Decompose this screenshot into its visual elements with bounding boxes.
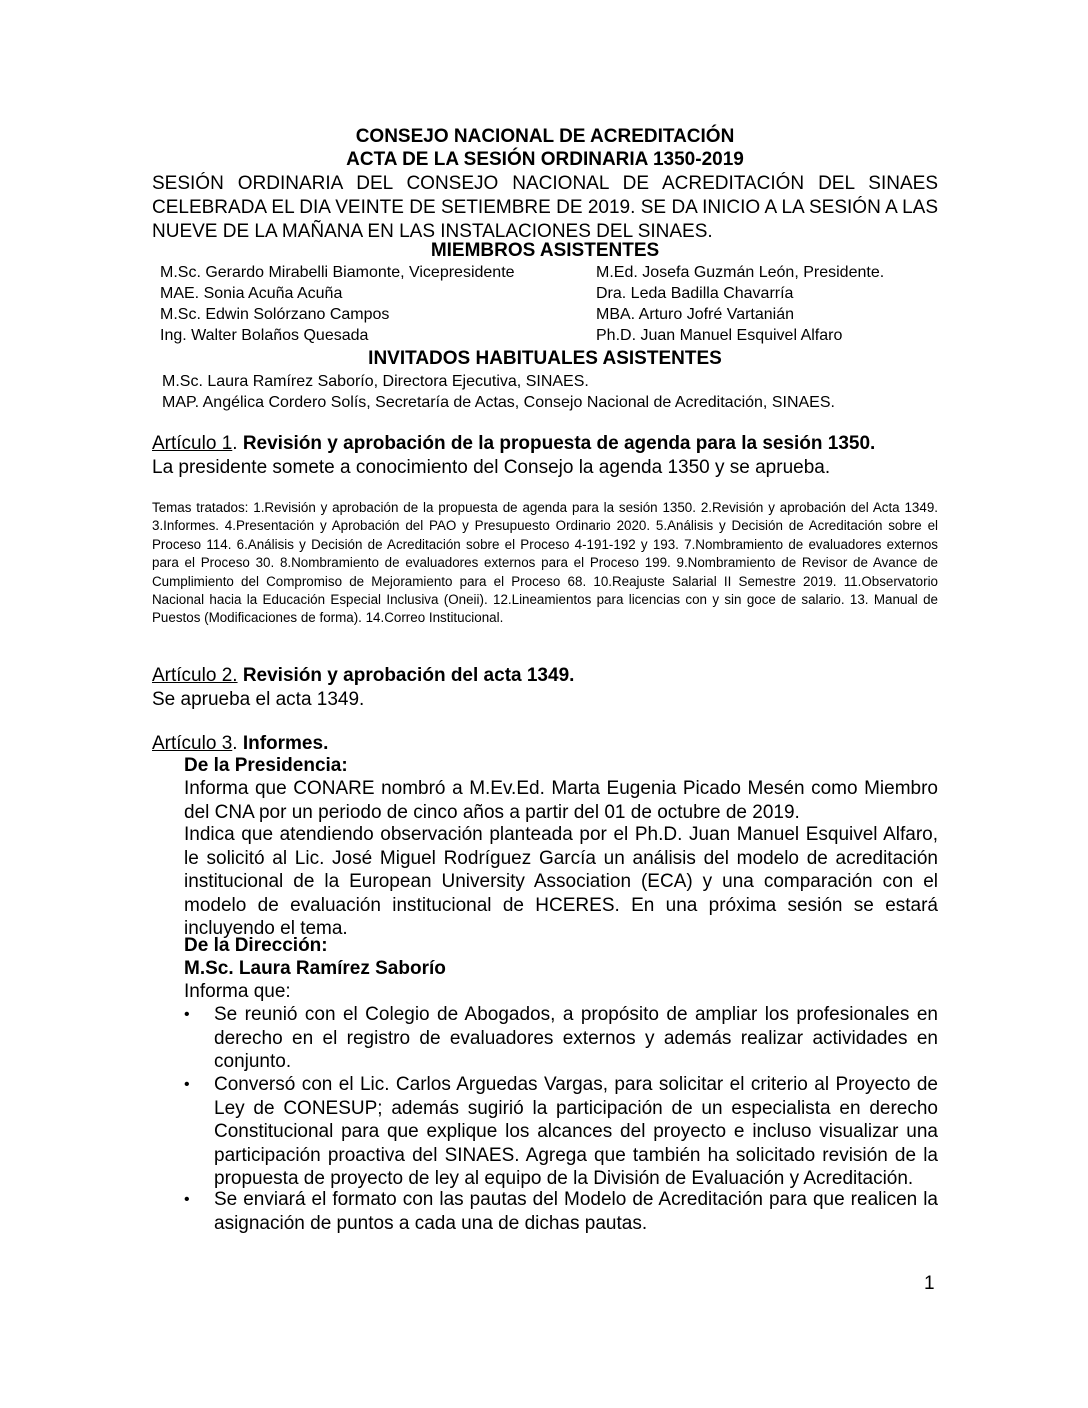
member-name: MBA. Arturo Jofré Vartanián <box>596 306 795 323</box>
guest-name: MAP. Angélica Cordero Solís, Secretaría de Actas, Consejo Nacional de Acreditación, SINAES. <box>162 394 835 411</box>
members-list <box>160 262 940 346</box>
members-row <box>160 325 940 346</box>
director-name: M.Sc. Laura Ramírez Saborío <box>184 958 446 979</box>
article-1-text: La presidente somete a conocimiento del Consejo la agenda 1350 y se aprueba. <box>152 457 831 478</box>
member-name: MAE. Sonia Acuña Acuña <box>160 285 343 302</box>
member-name: M.Sc. Gerardo Mirabelli Biamonte, Vicepresidente <box>160 264 515 281</box>
direction-heading: De la Dirección: <box>184 935 328 956</box>
bullet-icon: • <box>184 1006 190 1023</box>
members-row <box>160 304 940 325</box>
members-heading: MIEMBROS ASISTENTES <box>430 240 660 261</box>
bullet-text: Se enviará el formato con las pautas del Modelo de Acreditación para que realicen la asignación de puntos a cada una de dichas pautas. <box>214 1189 938 1234</box>
guests-list <box>162 371 835 413</box>
topics-summary: Temas tratados: 1.Revisión y aprobación de la propuesta de agenda para la sesión 1350. 2.Revisión y aprobación del Acta 1349. 3.Informes. 4.Presentación y Aprobación del PAO y Presupuesto Ordinario 2020. 5.Análisis y Decisión de Acreditación sobre el Proceso 114. 6.Análisis y Decisión de Acreditación sobre el Proceso 4-191-192 y 193. 7.Nombramiento de evaluadores externos para el Proceso 30. 8.Nombramiento de evaluadores externos para el Proceso 199. 9.Nombramiento de Revisor de Avance de Cumplimiento del Compromiso de Mejoramiento para el Proceso 68. 10.Reajuste Salarial II Semestre 2019. 11.Observatorio Nacional hacia la Educación Especial Inclusiva (Oneii). 12.Lineamientos para licencias con y sin goce de salario. 13. Manual de Puestos (Modificaciones de forma). 14.Correo Institucional. <box>152 500 938 626</box>
member-name: Dra. Leda Badilla Chavarría <box>596 285 794 302</box>
bullet-icon: • <box>184 1191 190 1208</box>
article-2-title: Revisión y aprobación del acta 1349. <box>242 665 575 686</box>
session-title: ACTA DE LA SESIÓN ORDINARIA 1350-2019 <box>346 149 744 170</box>
page-number: 1 <box>924 1273 935 1294</box>
informs-label: Informa que: <box>184 981 291 1002</box>
bullet-icon: • <box>184 1076 190 1093</box>
bullet-text: Se reunió con el Colegio de Abogados, a propósito de ampliar los profesionales en derecho en el registro de evaluadores externos y además realizar actividades en conjunto. <box>214 1004 938 1072</box>
article-1-title: Revisión y aprobación de la propuesta de agenda para la sesión 1350. <box>242 433 876 454</box>
article-1: Artículo 1. Revisión y aprobación de la propuesta de agenda para la sesión 1350. La presidente somete a conocimiento del Consejo la agenda 1350 y se aprueba. <box>152 432 938 480</box>
article-2 <box>152 664 938 712</box>
article-3-title: Informes. <box>242 733 329 754</box>
presidency-paragraph-2: Indica que atendiendo observación planteada por el Ph.D. Juan Manuel Esquivel Alfaro, le solicitó al Lic. José Miguel Rodríguez García un análisis del modelo de acreditación institucional de la European University Association (ECA) y una comparación con el modelo de evaluación institucional de HCERES. En una próxima sesión se estará incluyendo el tema. <box>184 824 938 939</box>
presidency-paragraph-1: Informa que CONARE nombró a M.Ev.Ed. Marta Eugenia Picado Mesén como Miembro del CNA por un periodo de cinco años a partir del 01 de octubre de 2019. <box>184 778 938 823</box>
article-1-label: Artículo 1 <box>152 433 233 454</box>
member-name: M.Sc. Edwin Solórzano Campos <box>160 306 390 323</box>
member-name: M.Ed. Josefa Guzmán León, Presidente. <box>596 264 885 281</box>
session-intro: SESIÓN ORDINARIA DEL CONSEJO NACIONAL DE ACREDITACIÓN DEL SINAES CELEBRADA EL DIA VEINTE DE SETIEMBRE DE 2019. SE DA INICIO A LA SESIÓN A LAS NUEVE DE LA MAÑANA EN LAS INSTALACIONES DEL SINAES. <box>152 173 938 242</box>
member-name: Ph.D. Juan Manuel Esquivel Alfaro <box>596 327 843 344</box>
presidency-heading: De la Presidencia: <box>184 755 348 776</box>
article-2-label: Artículo 2. <box>152 665 238 686</box>
members-row <box>160 283 940 304</box>
council-title: CONSEJO NACIONAL DE ACREDITACIÓN <box>355 126 735 147</box>
bullet-text: Conversó con el Lic. Carlos Arguedas Vargas, para solicitar el criterio al Proyecto de Ley de CONESUP; además sugirió la participación de un especialista en derecho Constitucional para que explique los alcances del proyecto e incluso visualizar una participación proactiva del SINAES. Agrega que también ha solicitado revisión de la propuesta de proyecto de ley al equipo de la División de Evaluación y Acreditación. <box>214 1074 938 1189</box>
member-name: Ing. Walter Bolaños Quesada <box>160 327 369 344</box>
article-3-heading: Artículo 3. Informes. <box>152 733 329 754</box>
article-2-text: Se aprueba el acta 1349. <box>152 689 365 710</box>
members-row <box>160 262 940 283</box>
guest-name: M.Sc. Laura Ramírez Saborío, Directora Ejecutiva, SINAES. <box>162 373 589 390</box>
article-3-label: Artículo 3 <box>152 733 233 754</box>
guests-heading: INVITADOS HABITUALES ASISTENTES <box>368 348 722 369</box>
